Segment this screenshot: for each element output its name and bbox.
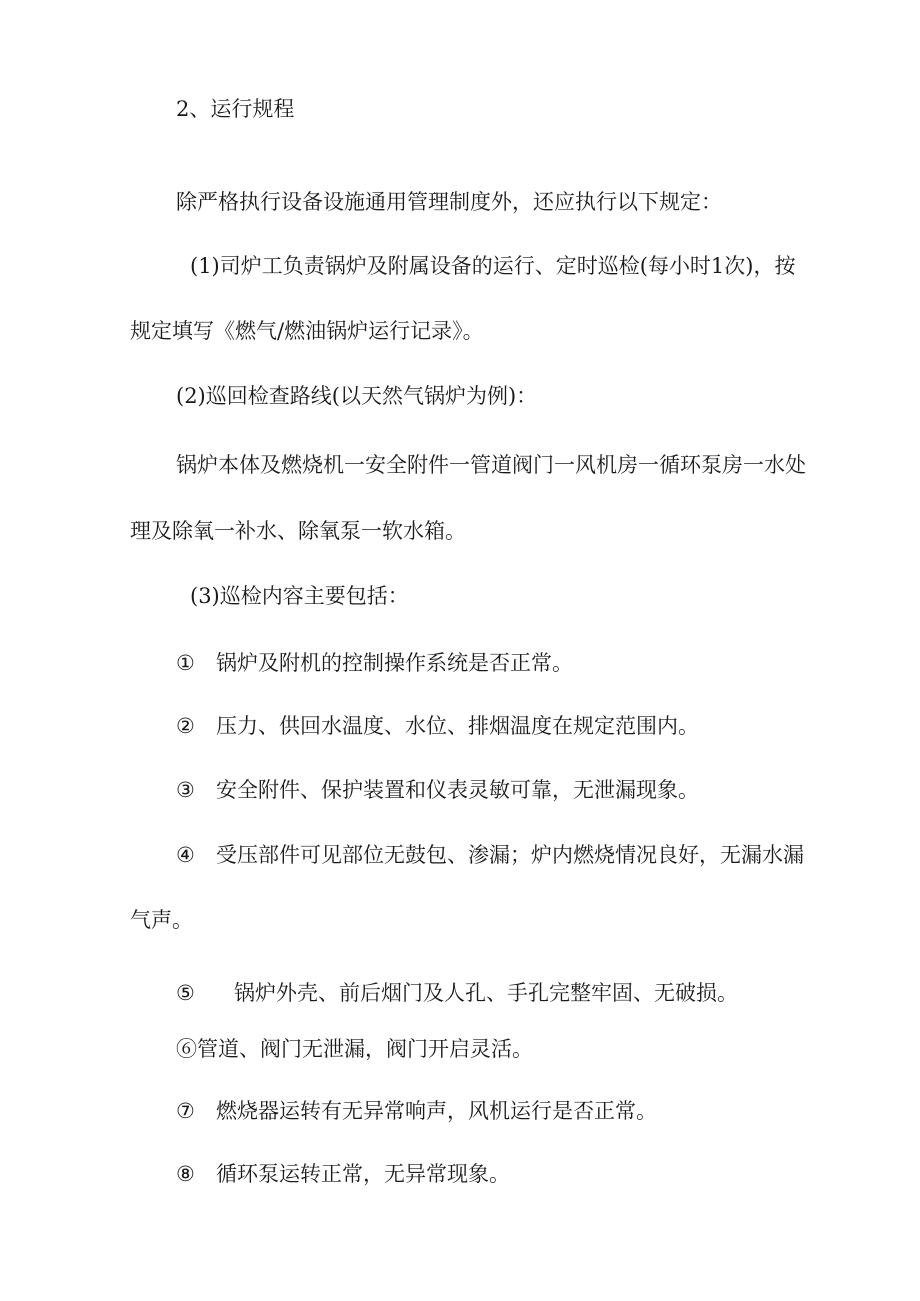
list-text: 锅炉及附机的控制操作系统是否正常。 (216, 651, 573, 675)
item1-line2: 规定填写《燃气/燃油锅炉运行记录》。 (130, 319, 484, 343)
list-item (176, 1160, 510, 1188)
item2-title: (2)巡回检查路线(以天然气锅炉为例)： (176, 384, 538, 408)
list-marker: ③ (176, 778, 195, 802)
item1-line1: (1)司炉工负责锅炉及附属设备的运行、定时巡检(每小时1次)，按 (190, 254, 796, 278)
list-item (176, 776, 699, 804)
list-item (176, 979, 738, 1007)
intro-paragraph: 除严格执行设备设施通用管理制度外，还应执行以下规定： (176, 190, 722, 214)
route-line1: 锅炉本体及燃烧机一安全附件一管道阀门一风机房一循环泵房一水处 (176, 453, 806, 477)
list-text: 循环泵运转正常，无异常现象。 (216, 1162, 510, 1186)
list-marker: ⑦ (176, 1099, 195, 1123)
route-line2: 理及除氧一补水、除氧泵一软水箱。 (130, 519, 466, 543)
list-text: 燃烧器运转有无异常响声，风机运行是否正常。 (216, 1099, 657, 1123)
section-heading: 2、运行规程 (176, 97, 295, 121)
list-item (176, 649, 573, 677)
list-marker: ⑤ (176, 981, 195, 1005)
list-text: 安全附件、保护装置和仪表灵敏可靠，无泄漏现象。 (216, 778, 699, 802)
list-text: 压力、供回水温度、水位、排烟温度在规定范围内。 (216, 714, 699, 738)
list-marker: ① (176, 651, 195, 675)
list-marker: ⑧ (176, 1162, 195, 1186)
list-item (176, 1035, 533, 1063)
list-text: 管道、阀门无泄漏，阀门开启灵活。 (197, 1037, 533, 1061)
list-item-continuation: 气声。 (130, 908, 193, 932)
list-text: 受压部件可见部位无鼓包、渗漏；炉内燃烧情况良好，无漏水漏 (216, 843, 804, 867)
list-marker: ② (176, 714, 195, 738)
list-item (176, 841, 804, 869)
list-marker: ⑥ (176, 1037, 197, 1061)
list-item (176, 1097, 657, 1125)
list-text: 锅炉外壳、前后烟门及人孔、手孔完整牢固、无破损。 (234, 981, 738, 1005)
list-marker: ④ (176, 843, 195, 867)
item3-title: (3)巡检内容主要包括： (190, 584, 409, 608)
list-item (176, 712, 699, 740)
